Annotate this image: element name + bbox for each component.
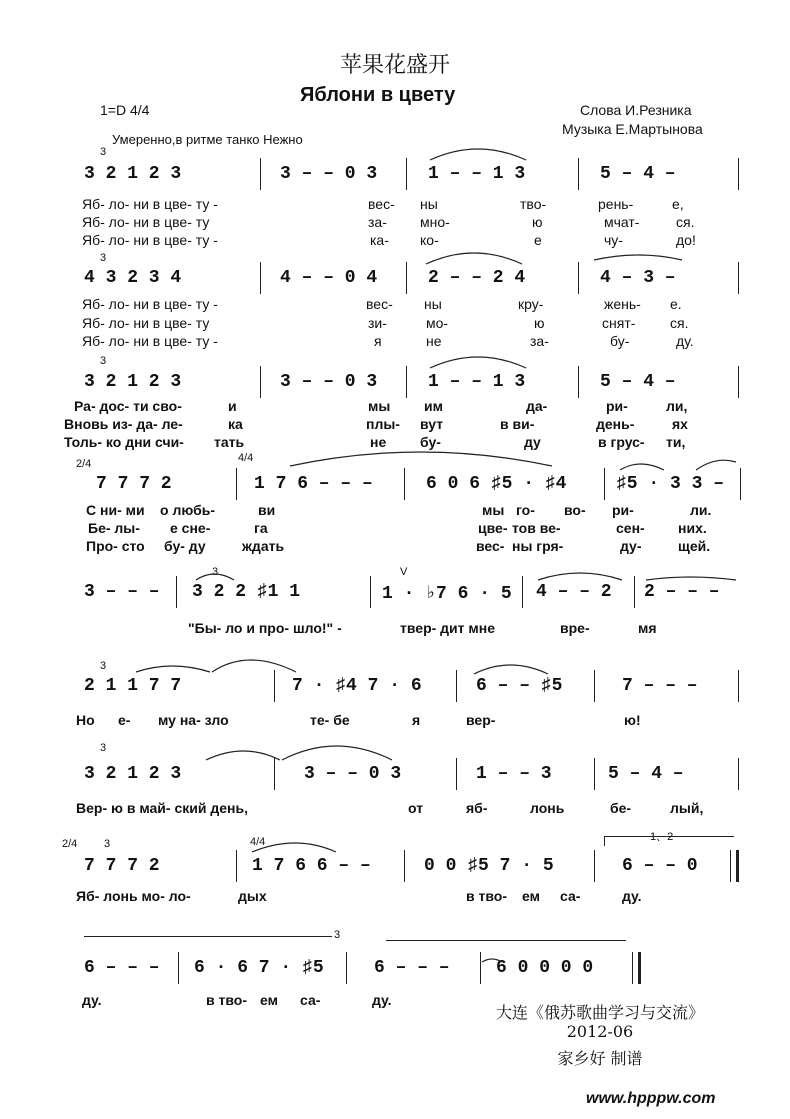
lyric: ю — [534, 315, 545, 331]
lyric: ду. — [372, 992, 392, 1008]
title-chinese: 苹果花盛开 — [340, 53, 451, 78]
lyric: те- бе — [310, 712, 350, 728]
lyric: ях — [672, 416, 688, 432]
lyric: ду. — [622, 888, 642, 904]
lyric: е — [534, 232, 542, 248]
lyric: га — [254, 520, 268, 536]
lyric: мчат- — [604, 214, 640, 230]
lyric: них. — [678, 520, 707, 536]
lyric: вес- — [366, 296, 393, 312]
measure-2-4: 4 – 3 – — [600, 268, 676, 288]
lyric: ду — [524, 434, 541, 450]
lyric: ли. — [690, 502, 712, 518]
lyric: им — [424, 398, 443, 414]
triplet-mark: 3 — [100, 660, 107, 672]
key-signature: 1=D 4/4 — [100, 102, 150, 118]
lyric: лый, — [670, 800, 704, 816]
triplet-mark: 3 — [100, 252, 107, 264]
lyric: плы- — [366, 416, 400, 432]
lyric: и — [228, 398, 237, 414]
composer-credit: Музыка Е.Мартынова — [562, 121, 703, 137]
lyricist-credit: Слова И.Резника — [580, 102, 692, 118]
lyric: щей. — [678, 538, 711, 554]
lyric: лонь — [530, 800, 565, 816]
tempo-marking: Умеренно,в ритме танко Нежно — [112, 132, 303, 147]
lyric: ем — [522, 888, 540, 904]
lyric: ли, — [666, 398, 688, 414]
lyric: вес- — [368, 196, 395, 212]
measure-5-5: 2 – – – — [644, 582, 720, 602]
lyric: рень- — [598, 196, 634, 212]
lyric: не — [370, 434, 387, 450]
measure-8-3: 0 0 ♯5 7 · 5 — [424, 856, 554, 876]
lyric: мы — [368, 398, 391, 414]
time-signature: 4/4 — [238, 452, 254, 464]
footer-author: 家乡好 制谱 — [557, 1049, 643, 1068]
lyric: ю — [532, 214, 543, 230]
lyric: в тво- — [206, 992, 247, 1008]
measure-2-1: 4 3 2 3 4 — [84, 268, 182, 288]
breath-mark: V — [400, 566, 408, 578]
lyric: во- — [564, 502, 586, 518]
lyric: вер- — [466, 712, 496, 728]
measure-6-2: 7 · ♯4 7 · 6 — [292, 676, 422, 696]
measure-7-1: 3 2 1 2 3 — [84, 764, 182, 784]
measure-5-1: 3 – – – — [84, 582, 160, 602]
lyric: цве- — [478, 520, 508, 536]
lyric: не — [426, 333, 442, 349]
lyric: са- — [300, 992, 321, 1008]
measure-7-2: 3 – – 0 3 — [304, 764, 402, 784]
measure-3-4: 5 – 4 – — [600, 372, 676, 392]
lyric: мя — [638, 620, 657, 636]
measure-9-2: 6 · 6 7 · ♯5 — [194, 958, 324, 978]
lyric: го- — [516, 502, 535, 518]
lyric: ти, — [666, 434, 686, 450]
lyric: ду. — [82, 992, 102, 1008]
lyric: да- — [526, 398, 548, 414]
lyric: ждать — [242, 538, 285, 554]
lyric: бе- — [610, 800, 632, 816]
lyric: ны гря- — [512, 538, 564, 554]
lyric: ду- — [620, 538, 642, 554]
lyric: ю! — [624, 712, 641, 728]
lyric: Яб- ло- ни в цве- ту - — [82, 333, 218, 349]
lyric: вес- — [476, 538, 505, 554]
measure-1-2: 3 – – 0 3 — [280, 164, 378, 184]
lyric: е сне- — [170, 520, 211, 536]
lyric: ны — [420, 196, 438, 212]
lyric: Вер- ю в май- ский день, — [76, 800, 248, 816]
lyric: Яб- ло- ни в цве- ту - — [82, 296, 218, 312]
lyric: ко- — [420, 232, 439, 248]
lyric: в ви- — [500, 416, 535, 432]
measure-5-3: 1 · ♭7 6 · 5 — [382, 584, 512, 604]
measure-4-4: ♯5 · 3 3 – — [616, 474, 725, 494]
lyric: Про- сто — [86, 538, 145, 554]
lyric: снят- — [602, 315, 636, 331]
lyric: е, — [672, 196, 684, 212]
triplet-mark: 3 — [212, 566, 219, 578]
lyric: бу- — [610, 333, 630, 349]
measure-4-1: 7 7 7 2 — [96, 474, 172, 494]
measure-3-2: 3 – – 0 3 — [280, 372, 378, 392]
lyric: яб- — [466, 800, 488, 816]
measure-6-4: 7 – – – — [622, 676, 698, 696]
lyric: са- — [560, 888, 581, 904]
measure-3-3: 1 – – 1 3 — [428, 372, 526, 392]
measure-8-4: 6 – – 0 — [622, 856, 698, 876]
lyric: Но — [76, 712, 95, 728]
lyric: Вновь из- да- ле- — [64, 416, 183, 432]
lyric: мы — [482, 502, 505, 518]
footer-group: 大连《俄苏歌曲学习与交流》 — [495, 1003, 704, 1022]
measure-8-2: 1 7 6 6 – – — [252, 856, 371, 876]
measure-6-1: 2 1 1 7 7 — [84, 676, 182, 696]
lyric: тво- — [520, 196, 547, 212]
measure-4-2: 1 7 6 – – – — [254, 474, 373, 494]
time-signature: 2/4 — [76, 458, 92, 470]
lyric: тать — [214, 434, 245, 450]
measure-9-1: 6 – – – — [84, 958, 160, 978]
lyric: ся. — [676, 214, 695, 230]
lyric: ка- — [370, 232, 389, 248]
lyric: день- — [596, 416, 635, 432]
lyric: Яб- лонь мо- ло- — [76, 888, 191, 904]
lyric: Ра- дос- ти сво- — [74, 398, 182, 414]
footer-date: 2012-06 — [566, 1022, 634, 1041]
lyric: жень- — [604, 296, 641, 312]
triplet-mark: 3 — [104, 838, 111, 850]
lyric: я — [374, 333, 382, 349]
triplet-mark: 3 — [100, 146, 107, 158]
lyric: Толь- ко дни счи- — [64, 434, 184, 450]
lyric: ем — [260, 992, 278, 1008]
measure-1-4: 5 – 4 – — [600, 164, 676, 184]
time-signature: 2/4 — [62, 838, 78, 850]
measure-6-3: 6 – – ♯5 — [476, 676, 563, 696]
measure-7-3: 1 – – 3 — [476, 764, 552, 784]
measure-2-3: 2 – – 2 4 — [428, 268, 526, 288]
triplet-mark: 3 — [100, 742, 107, 754]
lyric: бу- — [420, 434, 441, 450]
measure-2-2: 4 – – 0 4 — [280, 268, 378, 288]
measure-5-4: 4 – – 2 — [536, 582, 612, 602]
lyric: вут — [420, 416, 444, 432]
measure-3-1: 3 2 1 2 3 — [84, 372, 182, 392]
lyric: за- — [530, 333, 549, 349]
measure-1-3: 1 – – 1 3 — [428, 164, 526, 184]
lyric: от — [408, 800, 424, 816]
measure-9-4: 6 0 0 0 0 — [496, 958, 594, 978]
lyric: дых — [238, 888, 267, 904]
measure-8-1: 7 7 7 2 — [84, 856, 160, 876]
lyric: мно- — [420, 214, 450, 230]
lyric: му на- зло — [158, 712, 229, 728]
lyric: Яб- ло- ни в цве- ту - — [82, 232, 218, 248]
lyric: до! — [676, 232, 696, 248]
lyric: в тво- — [466, 888, 507, 904]
measure-5-2: 3 2 2 ♯1 1 — [192, 582, 301, 602]
lyric: в грус- — [598, 434, 645, 450]
lyric: Яб- ло- ни в цве- ту - — [82, 196, 218, 212]
lyric: вре- — [560, 620, 590, 636]
lyric: ны — [424, 296, 442, 312]
time-signature: 4/4 — [250, 836, 266, 848]
lyric: кру- — [518, 296, 544, 312]
lyric: Бе- лы- — [88, 520, 140, 536]
lyric: сен- — [616, 520, 645, 536]
lyric: Яб- ло- ни в цве- ту — [82, 315, 210, 331]
measure-1-1: 3 2 1 2 3 — [84, 164, 182, 184]
lyric: "Бы- ло и про- шло!" - — [188, 620, 342, 636]
lyric: тов ве- — [512, 520, 561, 536]
lyric: я — [412, 712, 421, 728]
lyric: ри- — [612, 502, 634, 518]
lyric: ся. — [670, 315, 689, 331]
measure-9-3: 6 – – – — [374, 958, 450, 978]
lyric: твер- дит мне — [400, 620, 496, 636]
lyric: ви — [258, 502, 276, 518]
title-russian: Яблони в цвету — [300, 84, 456, 106]
measure-7-4: 5 – 4 – — [608, 764, 684, 784]
lyric: е- — [118, 712, 131, 728]
lyric: ка — [228, 416, 243, 432]
lyric: о любь- — [160, 502, 216, 518]
lyric: ри- — [606, 398, 628, 414]
triplet-mark: 3 — [334, 929, 341, 941]
lyric: за- — [368, 214, 387, 230]
lyric: е. — [670, 296, 682, 312]
lyric: ду. — [676, 333, 694, 349]
site-watermark: www.hpppw.com — [586, 1090, 716, 1107]
lyric: мо- — [426, 315, 449, 331]
lyric: С ни- ми — [86, 502, 145, 518]
volta-label: 1、2 — [650, 831, 674, 843]
lyric: бу- ду — [164, 538, 206, 554]
measure-4-3: 6 0 6 ♯5 · ♯4 — [426, 474, 567, 494]
lyric: чу- — [604, 232, 623, 248]
triplet-mark: 3 — [100, 355, 107, 367]
lyric: Яб- ло- ни в цве- ту — [82, 214, 210, 230]
lyric: зи- — [368, 315, 387, 331]
